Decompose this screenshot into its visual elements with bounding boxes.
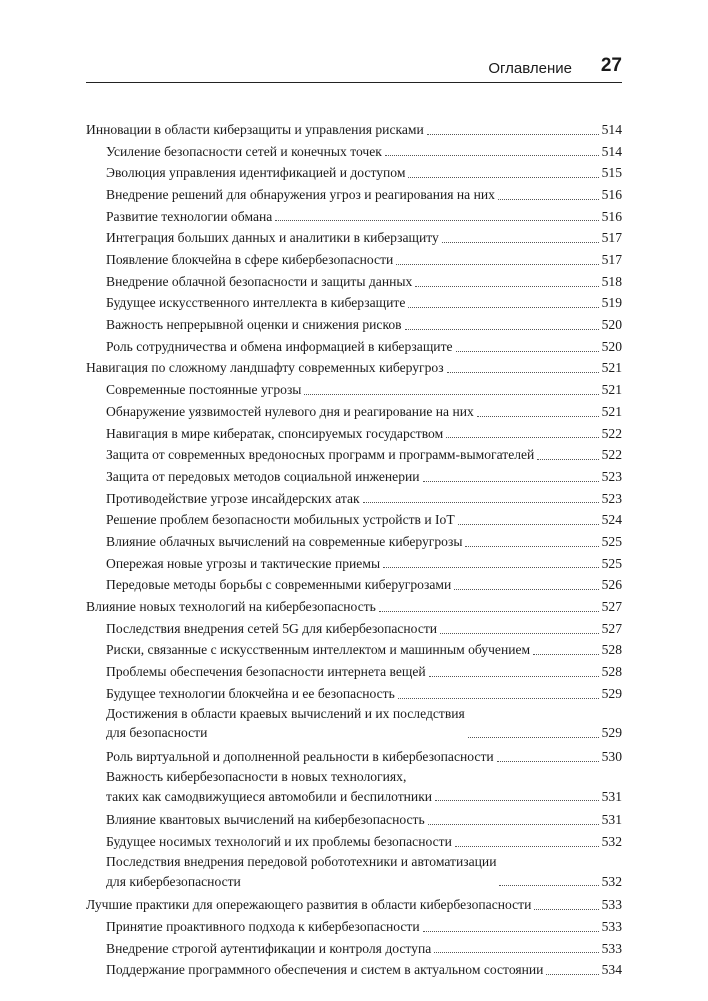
- toc-subsection-entry[interactable]: [86, 530, 622, 552]
- toc-entry-page-number: 533: [601, 940, 622, 956]
- toc-entry-page-number: 529: [601, 725, 622, 741]
- dot-leader: [383, 566, 599, 568]
- toc-entry-page-number: 524: [601, 512, 622, 528]
- toc-subsection-entry[interactable]: [86, 937, 622, 959]
- toc-entry-title: Усиление безопасности сетей и конечных точек: [106, 143, 382, 159]
- toc-subsection-entry[interactable]: [86, 830, 622, 852]
- table-of-contents: [86, 118, 622, 980]
- dot-leader: [455, 845, 599, 847]
- toc-entry-page-number: 516: [601, 208, 622, 224]
- toc-subsection-entry[interactable]: [86, 767, 622, 807]
- dot-leader: [458, 523, 599, 525]
- toc-subsection-entry[interactable]: [86, 852, 622, 892]
- toc-entry-page-number: 517: [601, 252, 622, 268]
- dot-leader: [408, 306, 598, 308]
- toc-entry-title: [106, 852, 496, 892]
- toc-subsection-entry[interactable]: [86, 292, 622, 314]
- toc-entry-page-number: 529: [601, 685, 622, 701]
- toc-entry-title: Роль виртуальной и дополненной реальности в кибербезопасности: [106, 749, 494, 765]
- dot-leader: [454, 588, 598, 590]
- toc-entry-page-number: 521: [601, 382, 622, 398]
- toc-entry-page-number: 527: [601, 620, 622, 636]
- toc-subsection-entry[interactable]: [86, 183, 622, 205]
- toc-entry-page-number: 522: [601, 425, 622, 441]
- toc-entry-title-line1: Достижения в области краевых вычислений и их последствия: [106, 705, 465, 721]
- toc-entry-title: Лучшие практики для опережающего развития в области кибербезопасности: [86, 897, 532, 913]
- dot-leader: [429, 675, 599, 677]
- toc-section-entry[interactable]: [86, 118, 622, 140]
- toc-entry-title: Будущее искусственного интеллекта в киберзащите: [106, 295, 406, 311]
- toc-entry-title: Проблемы обеспечения безопасности интернета вещей: [106, 664, 426, 680]
- toc-entry-page-number: 518: [601, 273, 622, 289]
- toc-entry-page-number: 531: [601, 788, 622, 804]
- toc-entry-title: Внедрение строгой аутентификации и контроля доступа: [106, 940, 432, 956]
- dot-leader: [423, 480, 599, 482]
- toc-entry-title: Противодействие угрозе инсайдерских атак: [106, 490, 360, 506]
- dot-leader: [408, 176, 598, 178]
- dot-leader: [304, 393, 598, 395]
- header-rule: [86, 82, 622, 83]
- toc-subsection-entry[interactable]: [86, 378, 622, 400]
- toc-entry-title: Будущее технологии блокчейна и ее безопасность: [106, 685, 395, 701]
- header-section-title: Оглавление: [488, 60, 572, 77]
- dot-leader: [534, 908, 598, 910]
- toc-entry-page-number: 517: [601, 230, 622, 246]
- toc-entry-page-number: 526: [601, 577, 622, 593]
- dot-leader: [435, 799, 599, 801]
- toc-entry-page-number: 528: [601, 664, 622, 680]
- toc-subsection-entry[interactable]: [86, 704, 622, 744]
- dot-leader: [363, 501, 599, 503]
- toc-entry-page-number: 525: [601, 533, 622, 549]
- toc-entry-title: Инновации в области киберзащиты и управления рисками: [86, 121, 424, 137]
- toc-entry-page-number: 528: [601, 642, 622, 658]
- toc-subsection-entry[interactable]: [86, 745, 622, 767]
- toc-entry-title: Интеграция больших данных и аналитики в киберзащиту: [106, 230, 439, 246]
- dot-leader: [537, 458, 598, 460]
- toc-entry-title-line2: таких как самодвижущиеся автомобили и беспилотники: [106, 788, 433, 804]
- toc-subsection-entry[interactable]: [86, 205, 622, 227]
- toc-entry-title: Последствия внедрения сетей 5G для кибербезопасности: [106, 620, 438, 636]
- toc-subsection-entry[interactable]: [86, 335, 622, 357]
- toc-entry-page-number: 519: [601, 295, 622, 311]
- toc-entry-title: Роль сотрудничества и обмена информацией в киберзащите: [106, 338, 453, 354]
- toc-entry-title: Влияние квантовых вычислений на кибербезопасность: [106, 812, 425, 828]
- toc-entry-title: Современные постоянные угрозы: [106, 382, 302, 398]
- toc-entry-page-number: 532: [601, 834, 622, 850]
- toc-subsection-entry[interactable]: [86, 617, 622, 639]
- toc-subsection-entry[interactable]: [86, 161, 622, 183]
- toc-section-entry[interactable]: [86, 357, 622, 379]
- toc-entry-page-number: 521: [601, 360, 622, 376]
- toc-entry-page-number: 523: [601, 468, 622, 484]
- toc-subsection-entry[interactable]: [86, 400, 622, 422]
- toc-entry-title: Защита от современных вредоносных программ и программ-вымогателей: [106, 447, 535, 463]
- toc-subsection-entry[interactable]: [86, 508, 622, 530]
- toc-entry-page-number: 532: [601, 873, 622, 889]
- toc-entry-page-number: 520: [601, 338, 622, 354]
- toc-subsection-entry[interactable]: [86, 660, 622, 682]
- toc-entry-title-line2: для безопасности: [106, 725, 208, 741]
- toc-entry-page-number: 533: [601, 918, 622, 934]
- running-header: [86, 56, 622, 82]
- dot-leader: [415, 285, 598, 287]
- toc-subsection-entry[interactable]: [86, 443, 622, 465]
- toc-entry-title: Навигация по сложному ландшафту современных киберугроз: [86, 360, 444, 376]
- toc-subsection-entry[interactable]: [86, 682, 622, 704]
- toc-entry-page-number: 525: [601, 555, 622, 571]
- dot-leader: [434, 951, 598, 953]
- toc-entry-title: Появление блокчейна в сфере кибербезопасности: [106, 252, 394, 268]
- dot-leader: [379, 610, 599, 612]
- toc-subsection-entry[interactable]: [86, 313, 622, 335]
- toc-entry-page-number: 514: [601, 143, 622, 159]
- dot-leader: [465, 545, 598, 547]
- toc-subsection-entry[interactable]: [86, 487, 622, 509]
- dot-leader: [533, 653, 598, 655]
- toc-entry-page-number: 530: [601, 749, 622, 765]
- toc-entry-title: Важность непрерывной оценки и снижения рисков: [106, 317, 402, 333]
- toc-entry-title: Обнаружение уязвимостей нулевого дня и реагирование на них: [106, 403, 474, 419]
- dot-leader: [398, 697, 599, 699]
- toc-entry-page-number: 534: [601, 962, 622, 978]
- dot-leader: [447, 371, 599, 373]
- dot-leader: [498, 198, 599, 200]
- toc-entry-title: Будущее носимых технологий и их проблемы безопасности: [106, 834, 452, 850]
- toc-entry-page-number: 531: [601, 812, 622, 828]
- dot-leader: [427, 133, 599, 135]
- dot-leader: [546, 973, 598, 975]
- toc-entry-page-number: 521: [601, 403, 622, 419]
- toc-subsection-entry[interactable]: [86, 573, 622, 595]
- toc-subsection-entry[interactable]: [86, 915, 622, 937]
- toc-entry-page-number: 522: [601, 447, 622, 463]
- toc-entry-page-number: 520: [601, 317, 622, 333]
- toc-entry-title-line1: Важность кибербезопасности в новых технологиях,: [106, 768, 407, 784]
- dot-leader: [385, 154, 599, 156]
- dot-leader: [499, 884, 598, 886]
- toc-entry-page-number: 523: [601, 490, 622, 506]
- toc-entry-page-number: 515: [601, 165, 622, 181]
- toc-subsection-entry[interactable]: [86, 140, 622, 162]
- toc-entry-title: Внедрение облачной безопасности и защиты данных: [106, 273, 413, 289]
- dot-leader: [423, 930, 599, 932]
- toc-section-entry[interactable]: [86, 893, 622, 915]
- toc-entry-title: Влияние облачных вычислений на современные киберугрозы: [106, 533, 463, 549]
- dot-leader: [442, 241, 599, 243]
- toc-entry-title: Защита от передовых методов социальной инженерии: [106, 468, 420, 484]
- dot-leader: [477, 415, 599, 417]
- toc-entry-title: Опережая новые угрозы и тактические приемы: [106, 555, 381, 571]
- toc-entry-title: Принятие проактивного подхода к кибербезопасности: [106, 918, 420, 934]
- toc-entry-title: Эволюция управления идентификацией и доступом: [106, 165, 406, 181]
- toc-entry-title: Риски, связанные с искусственным интеллектом и машинным обучением: [106, 642, 531, 658]
- toc-entry-page-number: 533: [601, 897, 622, 913]
- dot-leader: [405, 328, 599, 330]
- toc-subsection-entry[interactable]: [86, 808, 622, 830]
- toc-subsection-entry[interactable]: [86, 226, 622, 248]
- toc-entry-title: Поддержание программного обеспечения и систем в актуальном состоянии: [106, 962, 544, 978]
- toc-entry-title: Передовые методы борьбы с современными киберугрозами: [106, 577, 452, 593]
- dot-leader: [446, 436, 598, 438]
- toc-entry-title: Решение проблем безопасности мобильных устройств и IoT: [106, 512, 455, 528]
- toc-entry-page-number: 514: [601, 121, 622, 137]
- header-page-number: 27: [600, 55, 622, 76]
- dot-leader: [468, 736, 599, 738]
- toc-entry-page-number: 516: [601, 186, 622, 202]
- toc-entry-title: Навигация в мире кибератак, спонсируемых государством: [106, 425, 444, 441]
- toc-subsection-entry[interactable]: [86, 465, 622, 487]
- dot-leader: [396, 263, 598, 265]
- toc-subsection-entry[interactable]: [86, 270, 622, 292]
- toc-subsection-entry[interactable]: [86, 958, 622, 980]
- toc-entry-title: [106, 704, 465, 744]
- toc-entry-title-line2: для кибербезопасности: [106, 873, 241, 889]
- toc-entry-title: Развитие технологии обмана: [106, 208, 273, 224]
- dot-leader: [275, 219, 598, 221]
- toc-entry-title: Влияние новых технологий на кибербезопасность: [86, 599, 376, 615]
- toc-subsection-entry[interactable]: [86, 422, 622, 444]
- toc-entry-page-number: 527: [601, 599, 622, 615]
- toc-subsection-entry[interactable]: [86, 552, 622, 574]
- dot-leader: [428, 823, 599, 825]
- dot-leader: [440, 632, 599, 634]
- toc-subsection-entry[interactable]: [86, 248, 622, 270]
- toc-entry-title-line1: Последствия внедрения передовой робототехники и автоматизации: [106, 853, 497, 869]
- dot-leader: [456, 350, 599, 352]
- dot-leader: [497, 760, 599, 762]
- toc-entry-title: [106, 767, 432, 807]
- toc-subsection-entry[interactable]: [86, 639, 622, 661]
- toc-section-entry[interactable]: [86, 595, 622, 617]
- toc-entry-title: Внедрение решений для обнаружения угроз и реагирования на них: [106, 186, 495, 202]
